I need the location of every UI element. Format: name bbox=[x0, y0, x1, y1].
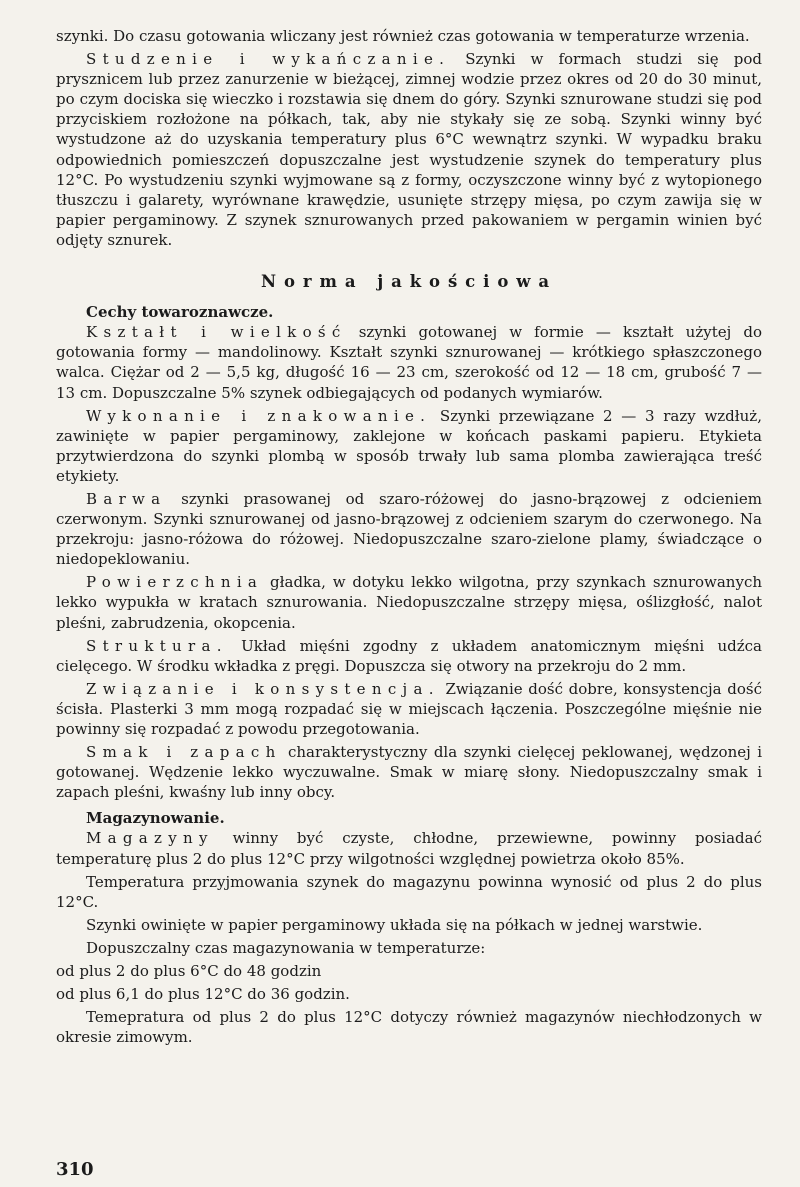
paragraph-cooling bbox=[56, 49, 762, 250]
paragraph-warehouses bbox=[56, 828, 762, 868]
term-lead: Związanie i konsystencja. bbox=[86, 679, 440, 698]
paragraph-text: gładka, w dotyku lekko wilgotna, przy szynkach sznurowanych lekko wypukła w kratach sznurowania. Niedopuszczalne strzępy mięsa, oślizgłość, nalot pleśni, zabrudzenia, okopcenia. bbox=[56, 573, 762, 632]
paragraph-color bbox=[56, 489, 762, 569]
paragraph-text: Szynki w formach studzi się pod prysznicem lub przez zanurzenie w bieżącej, zimnej wodzie przez okres od 20 do 30 minut, po czym dociska się wieczko i rozstawia się dnem do góry. Szynki sznurowane studzi się pod przyciskiem rozłożone na półkach, tak, aby nie stykały się ze sobą. Szynki winny być wystudzone aż do uzyskania temperatury plus 6°C wewnątrz szynki. W wypadku braku odpowiednich pomieszczeń dopuszczalne jest wystudzenie szynek do temperatury plus 12°C. Po wystudzeniu szynki wyjmowane są z formy, oczyszczone winny być z wytopionego tłuszczu i galarety, wyrównane krawędzie, usunięte strzępy mięsa, po czym zawija się w papier pergaminowy. Z szynek sznurowanych przed pakowaniem w pergamin winien być odjęty sznurek. bbox=[56, 50, 762, 249]
paragraph-text: winny być czyste, chłodne, przewiewne, powinny posiadać temperaturę plus 2 do plus 12°C przy wilgotności względnej powietrza około 85%. bbox=[56, 829, 762, 868]
paragraph-storage-time: Dopuszczalny czas magazynowania w temperaturze: bbox=[86, 938, 486, 957]
section-heading: Norma jakościowa bbox=[261, 272, 557, 292]
term-lead: Kształt i wielkość bbox=[86, 323, 347, 342]
term-lead: Struktura. bbox=[86, 636, 228, 655]
paragraph-consistency bbox=[56, 679, 762, 739]
paragraph-winter-note: Temepratura od plus 2 do plus 12°C dotyczy również magazynów niechłodzonych w okresie zimowym. bbox=[56, 1008, 762, 1047]
list-line-storage-1: od plus 2 do plus 6°C do 48 godzin bbox=[56, 962, 322, 981]
term-lead: Studzenie i wykańczanie. bbox=[86, 50, 451, 69]
paragraph-taste-smell bbox=[56, 742, 762, 802]
paragraph-text: Związanie dość dobre, konsystencja dość ścisła. Plasterki 3 mm mogą rozpadać się w miejscach łączenia. Poszczególne mięśnie nie powinny się rozpadać z powodu przegotowania. bbox=[56, 679, 762, 738]
paragraph-text: Układ mięśni zgodny z układem anatomicznym mięśni udźca cielęcego. W środku wkładka z pręgi. Dopuszcza się otwory na przekroju do 2 mm. bbox=[56, 636, 762, 675]
paragraph-text: Szynki przewiązane 2 — 3 razy wzdłuż, zawinięte w papier pergaminowy, zaklejone w końcach paskami papieru. Etykieta przytwierdzona do szynki plombą w sposób trwały lub sama plomba zawierająca treść etykiety. bbox=[56, 406, 762, 485]
subheading-storage: Magazynowanie. bbox=[86, 809, 225, 828]
list-line-storage-2: od plus 6,1 do plus 12°C do 36 godzin. bbox=[56, 985, 350, 1004]
paragraph-surface bbox=[56, 572, 762, 632]
subheading-commodity-features: Cechy towaroznawcze. bbox=[86, 303, 274, 322]
paragraph-structure bbox=[56, 636, 762, 676]
term-lead: Wykonanie i znakowanie. bbox=[86, 406, 432, 425]
paragraph-intake-temperature: Temperatura przyjmowania szynek do magazynu powinna wynosić od plus 2 do plus 12°C. bbox=[56, 872, 762, 911]
term-lead: Magazyny bbox=[86, 829, 214, 848]
paragraph-continuation: szynki. Do czasu gotowania wliczany jest również czas gotowania w temperaturze wrzenia. bbox=[56, 27, 750, 45]
paragraph-text: charakterystyczny dla szynki cielęcej peklowanej, wędzonej i gotowanej. Wędzenie lekko wyczuwalne. Smak w miarę słony. Niedopuszczalny smak i zapach pleśni, kwaśny lub inny obcy. bbox=[56, 743, 763, 802]
paragraph-text: szynki gotowanej w formie — kształt użytej do gotowania formy — mandolinowy. Kształt szynki sznurowanej — krótkiego spłaszczonego walca. Ciężar od 2 — 5,5 kg, długość 16 — 23 cm, szerokość od 12 — 18 cm, grubość 7 — 13 cm. Dopuszczalne 5% szynek odbiegających od podanych wymiarów. bbox=[56, 323, 762, 402]
term-lead: Powierzchnia bbox=[86, 573, 264, 592]
term-lead: Smak i zapach bbox=[86, 743, 282, 762]
paragraph-tying-marking bbox=[56, 406, 762, 486]
page-number: 310 bbox=[56, 1159, 94, 1180]
paragraph-shelving: Szynki owinięte w papier pergaminowy układa się na półkach w jednej warstwie. bbox=[86, 915, 703, 934]
term-lead: Barwa bbox=[86, 489, 167, 508]
paragraph-text: szynki prasowanej od szaro-różowej do jasno-brązowej z odcieniem czerwonym. Szynki sznurowanej od jasno-brązowej z odcieniem szarym do czerwonego. Na przekroju: jasno-różowa do różowej. Niedopuszczalne szaro-zielone plamy, świadczące o niedopeklowaniu. bbox=[56, 489, 762, 569]
paragraph-shape-size bbox=[56, 322, 762, 402]
